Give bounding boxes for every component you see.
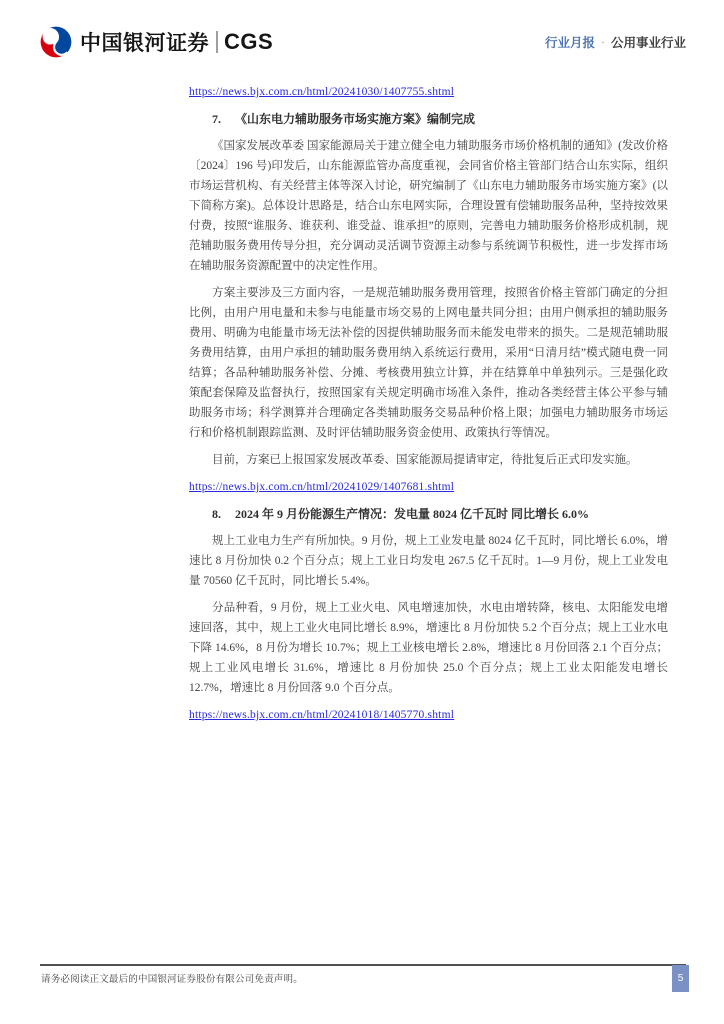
section-7-paragraph-3: 目前，方案已上报国家发展改革委、国家能源局提请审定，待批复后正式印发实施。 bbox=[212, 454, 638, 466]
source-link-1[interactable]: https://news.bjx.com.cn/html/20241030/1407755.shtml bbox=[189, 86, 455, 98]
brand-name-cn: 中国银河证券 bbox=[80, 32, 209, 55]
section-8-title: 2024 年 9 月份能源生产情况：发电量 8024 亿千瓦时 同比增长 6.0% bbox=[235, 507, 590, 521]
section-8-number: 8. bbox=[212, 507, 221, 521]
footer-divider bbox=[40, 964, 686, 966]
page-number-badge: 5 bbox=[672, 965, 689, 992]
report-meta bbox=[545, 33, 686, 51]
separator-dot: · bbox=[600, 34, 605, 49]
section-7-paragraph-1: 《国家发展改革委 国家能源局关于建立健全电力辅助服务市场价格机制的通知》(发改价格〔2024〕196 号)印发后，山东能源监管办高度重视，会同省价格主管部门结合山东实际，组织市场运营机构、有关经营主体等深入讨论，研究编制了《山东电力辅助服务市场实施方案》(以下简称方案)。总体设计思路是，结合山东电网实际，合理设置有偿辅助服务品种，坚持按效果付费，按照“谁服务、谁获利、谁受益、谁承担”的原则，完善电力辅助服务价格形成机制，规范辅助服务费用传导分担，充分调动灵活调节资源主动参与系统调节积极性，进一步发挥市场在辅助服务资源配置中的决定性作用。 bbox=[189, 140, 668, 272]
brand-lockup bbox=[40, 26, 273, 58]
section-7-paragraph-2: 方案主要涉及三方面内容，一是规范辅助服务费用管理，按照省价格主管部门确定的分担比例，由用户用电量和未参与电能量市场交易的上网电量共同分担；由用户侧承担的辅助服务费用、明确为电能量市场无法补偿的因提供辅助服务而未能发电带来的损失。二是规范辅助服务费用结算，由用户承担的辅助服务费用纳入系统运行费用，采用“日清月结”模式随电费一同结算；各品种辅助服务补偿、分摊、考核费用独立计算，并在结算单中单独列示。三是强化政策配套保障及监督执行，按照国家有关规定明确市场准入条件，推动各类经营主体公平参与辅助服务市场；科学测算并合理确定各类辅助服务交易品种价格上限；加强电力辅助服务市场运行和价格机制跟踪监测、及时评估辅助服务资金使用、政策执行等情况。 bbox=[189, 287, 668, 439]
source-link-2[interactable]: https://news.bjx.com.cn/html/20241029/1407681.shtml bbox=[189, 481, 455, 493]
section-8-paragraph-1: 规上工业电力生产有所加快。9 月份，规上工业发电量 8024 亿千瓦时，同比增长 6.0%，增速比 8 月份加快 0.2 个百分点；规上工业日均发电 267.5 亿千瓦时。1—9 月份，规上工业发电量 70560 亿千瓦时，同比增长 5.4%。 bbox=[189, 535, 668, 587]
brand-divider bbox=[216, 31, 218, 53]
section-7-title: 《山东电力辅助服务市场实施方案》编制完成 bbox=[235, 112, 476, 126]
report-type-label: 行业月报 bbox=[544, 36, 595, 50]
report-body bbox=[189, 82, 668, 732]
industry-label: 公用事业行业 bbox=[610, 36, 686, 50]
section-8-heading bbox=[189, 504, 668, 524]
brand-name-en: CGS bbox=[224, 29, 274, 54]
page-header bbox=[40, 26, 686, 58]
section-7-heading bbox=[189, 109, 668, 129]
section-8-paragraph-2: 分品种看，9 月份，规上工业火电、风电增速加快，水电由增转降，核电、太阳能发电增速回落，其中，规上工业火电同比增长 8.9%，增速比 8 月份加快 5.2 个百分点；规上工业水电下降 14.6%，8 月份为增长 10.7%；规上工业核电增长 2.8%，增速比 8 月份回落 2.1 个百分点；规上工业风电增长 31.6%，增速比 8 月份加快 25.0 个百分点；规上工业太阳能发电增长 12.7%，增速比 8 月份回落 9.0 个百分点。 bbox=[189, 602, 668, 694]
disclaimer-text: 请务必阅读正文最后的中国银河证券股份有限公司免责声明。 bbox=[41, 975, 303, 985]
cgs-logo-icon bbox=[40, 26, 72, 58]
section-7-number: 7. bbox=[212, 112, 221, 126]
source-link-3[interactable]: https://news.bjx.com.cn/html/20241018/1405770.shtml bbox=[189, 709, 455, 721]
